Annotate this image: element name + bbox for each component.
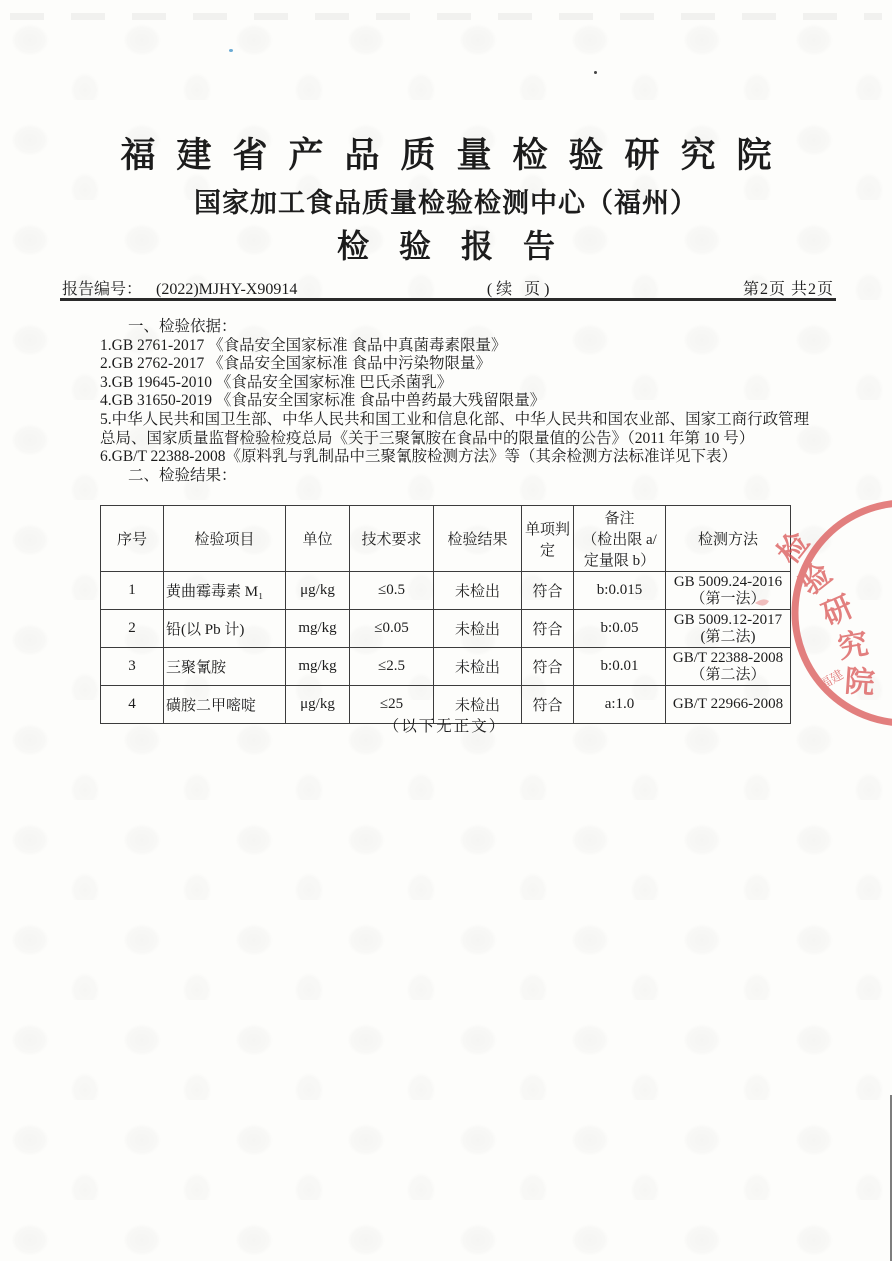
table-row xyxy=(101,610,791,648)
cell-method xyxy=(666,648,791,686)
basis-heading: 一、检验依据： xyxy=(128,318,237,335)
scan-artifact-dashes xyxy=(10,13,882,20)
results-heading: 二、检验结果： xyxy=(128,466,237,484)
cell-remark: b:0.01 xyxy=(574,648,666,686)
cell-remark: b:0.015 xyxy=(574,572,666,610)
report-body xyxy=(100,318,812,485)
cell-result: 未检出 xyxy=(434,572,522,610)
cell-seq: 2 xyxy=(101,610,164,648)
header-cell-method: 检测方法 xyxy=(666,506,791,572)
method-note: （第一法） xyxy=(690,590,766,607)
header-cell-seq: 序号 xyxy=(101,506,164,572)
cell-requirement: ≤25 xyxy=(350,686,434,724)
cell-unit: μg/kg xyxy=(286,686,350,724)
header-cell-judgement: 单项判定 xyxy=(522,506,574,572)
report-title: 检验报告 xyxy=(336,228,585,264)
cell-requirement: ≤0.5 xyxy=(350,572,434,610)
header-divider-rule xyxy=(60,298,836,301)
cell-item: 铅(以 Pb 计) xyxy=(164,610,286,648)
organization-title: 福建省产品质量检验研究院 xyxy=(120,136,793,175)
method-standard: GB/T 22388-2008 xyxy=(672,649,784,666)
cell-item: 黄曲霉毒素 M₁ xyxy=(164,572,286,610)
basis-item: 2.GB 2762-2017 《食品安全国家标准 食品中污染物限量》 xyxy=(100,355,491,373)
basis-item: 5.中华人民共和国卫生部、中华人民共和国工业和信息化部、中华人民共和国农业部、国家工商行政管理总局、国家质量监督检验检疫总局《关于三聚氰胺在食品中的限量值的公告》（2011 年第 10 号） xyxy=(100,410,810,447)
basis-item: 1.GB 2761-2017 《食品安全国家标准 食品中真菌毒素限量》 xyxy=(100,336,507,354)
continuation-label: (续 页) xyxy=(486,281,554,298)
scan-speck xyxy=(594,71,597,74)
cell-seq: 1 xyxy=(101,572,164,610)
table-row xyxy=(101,572,791,610)
table-row xyxy=(101,648,791,686)
svg-text:院: 院 xyxy=(843,665,876,701)
cell-unit: mg/kg xyxy=(286,648,350,686)
basis-item: 3.GB 19645-2010 《食品安全国家标准 巴氏杀菌乳》 xyxy=(100,373,453,391)
report-number-label: 报告编号： xyxy=(62,281,143,298)
header-cell-unit: 单位 xyxy=(286,506,350,572)
method-note: (第二法) xyxy=(700,628,756,645)
header-cell-requirement: 技术要求 xyxy=(350,506,434,572)
cell-unit: mg/kg xyxy=(286,610,350,648)
cell-remark: a:1.0 xyxy=(574,686,666,724)
header-cell-result: 检验结果 xyxy=(434,506,522,572)
report-info-row xyxy=(62,276,834,299)
method-standard: GB/T 22966-2008 xyxy=(672,696,784,712)
results-table xyxy=(100,505,791,724)
cell-unit: μg/kg xyxy=(286,572,350,610)
no-more-text-note: （以下无正文） xyxy=(383,718,507,735)
svg-text:研: 研 xyxy=(817,590,859,633)
cell-seq: 4 xyxy=(101,686,164,724)
page-indicator: 第2页 共2页 xyxy=(742,281,834,298)
cell-result: 未检出 xyxy=(434,648,522,686)
svg-text:检: 检 xyxy=(771,526,816,571)
svg-text:究: 究 xyxy=(835,627,871,665)
center-subtitle: 国家加工食品质量检验检测中心（福州） xyxy=(194,188,698,218)
method-note: （第二法） xyxy=(690,666,766,683)
svg-text:验: 验 xyxy=(793,557,838,602)
svg-text:福建: 福建 xyxy=(816,666,847,693)
cell-method xyxy=(666,610,791,648)
cell-judgement: 符合 xyxy=(522,572,574,610)
method-standard: GB 5009.12-2017 xyxy=(673,611,783,628)
cell-requirement: ≤0.05 xyxy=(350,610,434,648)
header-cell-remark xyxy=(574,506,666,572)
scan-speck xyxy=(229,49,233,52)
method-standard: GB 5009.24-2016 xyxy=(673,573,783,590)
cell-judgement: 符合 xyxy=(522,610,574,648)
basis-item: 6.GB/T 22388-2008《原料乳与乳制品中三聚氰胺检测方法》等（其余检测方法标准详见下表） xyxy=(100,448,737,466)
header-remark-sub: （检出限 a/定量限 b） xyxy=(582,532,657,569)
cell-result: 未检出 xyxy=(434,686,522,724)
header-cell-item: 检验项目 xyxy=(164,506,286,572)
cell-judgement: 符合 xyxy=(522,648,574,686)
cell-item: 三聚氰胺 xyxy=(164,648,286,686)
report-number-group xyxy=(62,276,297,299)
cell-judgement: 符合 xyxy=(522,686,574,724)
cell-requirement: ≤2.5 xyxy=(350,648,434,686)
cell-result: 未检出 xyxy=(434,610,522,648)
report-number-value: (2022)MJHY-X90914 xyxy=(156,281,298,298)
cell-seq: 3 xyxy=(101,648,164,686)
header-remark-title: 备注 xyxy=(604,511,635,527)
cell-method xyxy=(666,572,791,610)
cell-item: 磺胺二甲嘧啶 xyxy=(164,686,286,724)
basis-item: 4.GB 31650-2019 《食品安全国家标准 食品中兽药最大残留限量》 xyxy=(100,392,546,410)
cell-remark: b:0.05 xyxy=(574,610,666,648)
table-header-row xyxy=(101,506,791,572)
